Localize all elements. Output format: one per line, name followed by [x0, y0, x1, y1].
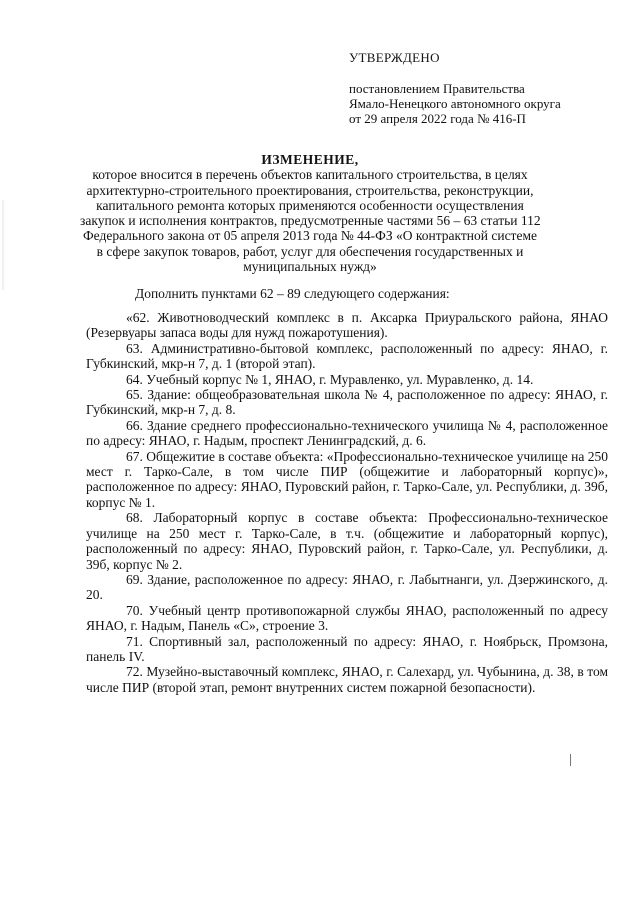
heading-line: которое вносится в перечень объектов капитального строительства, в целях [92, 167, 528, 183]
intro-paragraph: Дополнить пунктами 62 – 89 следующего содержания: [135, 286, 450, 301]
list-item: 65. Здание: общеобразовательная школа № 4, расположенное по адресу: ЯНАО, г. Губкинский, мкр-н 7, д. 8. [86, 387, 608, 418]
list-item: «62. Животноводческий комплекс в п. Аксарка Приуральского района, ЯНАО (Резервуары запаса воды для нужд пожаротушения). [86, 310, 608, 341]
list-item: 67. Общежитие в составе объекта: «Профессионально-техническое училище на 250 мест г. Тарко-Сале, в том числе ПИР (общежитие и лабораторный корпус)», расположенное по адресу: ЯНАО, Пуровский район, г. Тарко-Сале, ул. Республики, д. 39б, корпус № 1. [86, 448, 608, 510]
heading-line: в сфере закупок товаров, работ, услуг для обеспечения государственных и [96, 243, 524, 259]
approval-line-issuer: постановлением Правительства [349, 81, 525, 96]
scan-artifact [2, 200, 4, 290]
approval-line-region: Ямало-Ненецкого автономного округа [349, 96, 561, 111]
list-item: 71. Спортивный зал, расположенный по адресу: ЯНАО, г. Ноябрьск, Промзона, панель IV. [86, 633, 608, 664]
heading-line: капитального ремонта которых применяются особенности осуществления [96, 197, 524, 213]
heading-line: закупок и исполнения контрактов, предусмотренные частями 56 – 63 статьи 112 [80, 213, 541, 229]
document-title: ИЗМЕНЕНИЕ, [261, 152, 359, 167]
items-list [86, 310, 608, 695]
approval-line-date: от 29 апреля 2022 года № 416-П [349, 111, 526, 126]
list-item: 69. Здание, расположенное по адресу: ЯНАО, г. Лабытнанги, ул. Дзержинского, д. 20. [86, 571, 608, 603]
approval-stamp-title: УТВЕРЖДЕНО [349, 50, 440, 65]
heading-line: архитектурно-строительного проектирования, строительства, реконструкции, [86, 182, 534, 198]
list-item: 72. Музейно-выставочный комплекс, ЯНАО, г. Салехард, ул. Чубынина, д. 38, в том числе ПИР (второй этап, ремонт внутренних систем пожарной безопасности). [86, 664, 608, 695]
list-item: 63. Административно-бытовой комплекс, расположенный по адресу: ЯНАО, г. Губкинский, мкр-н 7, д. 1 (второй этап). [86, 340, 608, 372]
list-item: 64. Учебный корпус № 1, ЯНАО, г. Муравленко, ул. Муравленко, д. 14. [126, 371, 534, 387]
scan-mark [570, 754, 571, 766]
document-heading [80, 152, 540, 274]
list-item: 68. Лабораторный корпус в составе объекта: Профессионально-техническое училище на 250 мест г. Тарко-Сале, в т.ч. (общежитие и лабораторный корпус), расположенный по адресу: ЯНАО, Пуровский район, г. Тарко-Сале, ул. Республики, д. 39б, корпус № 2. [86, 510, 608, 572]
list-item: 66. Здание среднего профессионально-технического училища № 4, расположенное по адресу: ЯНАО, г. Надым, проспект Ленинградский, д. 6. [86, 417, 608, 449]
heading-line: муниципальных нужд» [243, 259, 377, 275]
heading-line: Федерального закона от 05 апреля 2013 года № 44-ФЗ «О контрактной системе [82, 228, 537, 244]
approval-block [349, 50, 561, 126]
list-item: 70. Учебный центр противопожарной службы ЯНАО, расположенный по адресу ЯНАО, г. Надым, Панель «С», строение 3. [86, 602, 608, 634]
